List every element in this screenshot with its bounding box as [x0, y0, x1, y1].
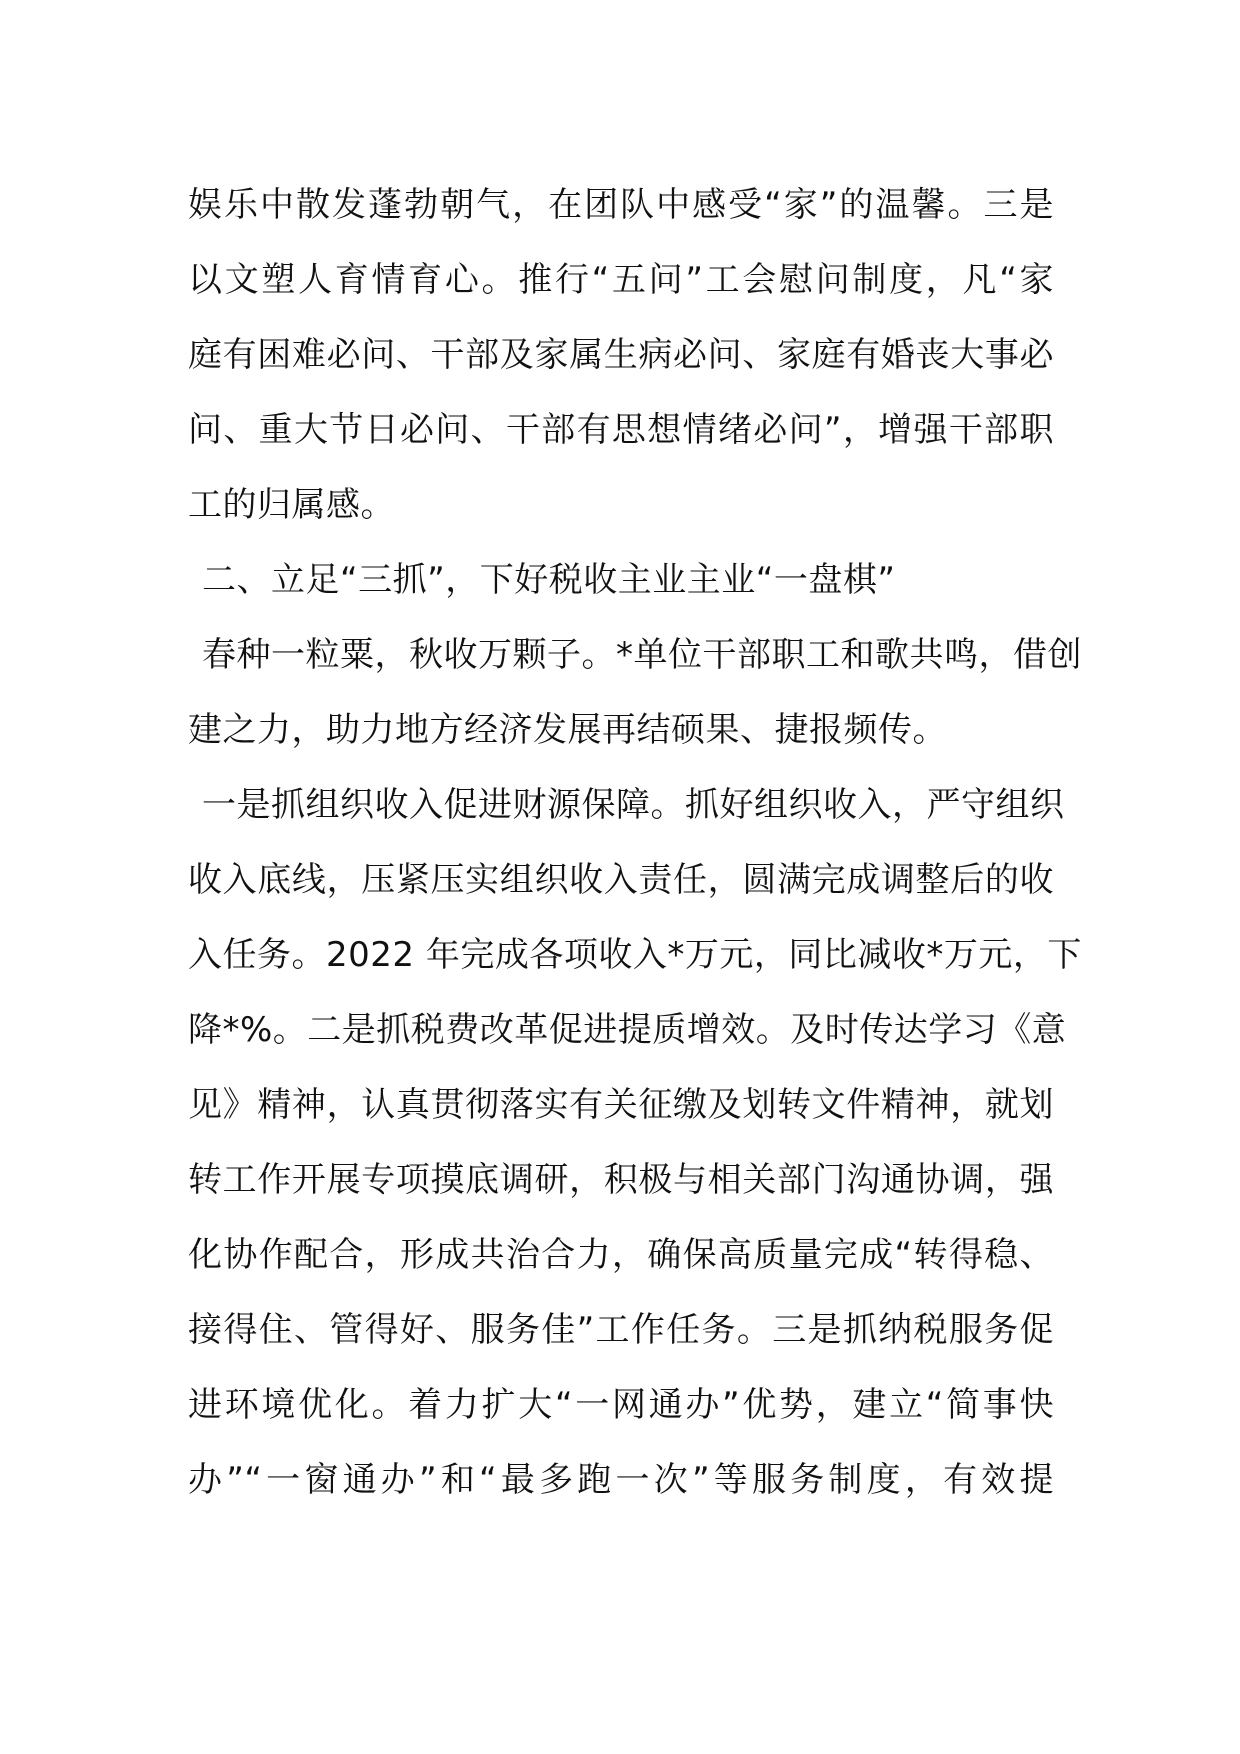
text-line: 转工作开展专项摸底调研，积极与相关部门沟通协调，强 [188, 1160, 1054, 1200]
text-line: 降*%。二是抓税费改革促进提质增效。及时传达学习《意 [188, 1010, 1067, 1050]
text-line: 以文塑人育情育心。推行“五问”工会慰问制度，凡“家 [188, 260, 1054, 300]
text-line: 春种一粒粟，秋收万颗子。*单位干部职工和歌共鸣，借创 [202, 635, 1082, 675]
text-line: 娱乐中散发蓬勃朝气，在团队中感受“家”的温馨。三是 [188, 185, 1054, 225]
text-line: 建之力，助力地方经济发展再结硕果、捷报频传。 [188, 710, 947, 750]
text-line: 办”“一窗通办”和“最多跑一次”等服务制度，有效提 [188, 1460, 1054, 1500]
paragraph [188, 168, 1054, 543]
text-line: 收入底线，压紧压实组织收入责任，圆满完成调整后的收 [188, 860, 1054, 900]
text-line: 工的归属感。 [188, 485, 395, 525]
paragraph [188, 618, 1082, 768]
text-line: 进环境优化。着力扩大“一网通办”优势，建立“简事快 [188, 1385, 1054, 1425]
document-body [188, 168, 1082, 1518]
text-line: 入任务。2022 年完成各项收入*万元，同比减收*万元，下 [188, 935, 1082, 975]
paragraph [188, 768, 1082, 1518]
section-heading [188, 543, 1054, 618]
text-line: 化协作配合，形成共治合力，确保高质量完成“转得稳、 [188, 1235, 1054, 1275]
text-line: 见》精神，认真贯彻落实有关征缴及划转文件精神，就划 [188, 1085, 1054, 1125]
text-line: 一是抓组织收入促进财源保障。抓好组织收入，严守组织 [202, 785, 1065, 825]
text-line: 问、重大节日必问、干部有思想情绪必问”，增强干部职 [188, 410, 1054, 450]
section-heading-text: 二、立足“三抓”，下好税收主业主业“一盘棋” [202, 560, 896, 600]
text-line: 接得住、管得好、服务佳”工作任务。三是抓纳税服务促 [188, 1310, 1054, 1350]
text-line: 庭有困难必问、干部及家属生病必问、家庭有婚丧大事必 [188, 335, 1054, 375]
